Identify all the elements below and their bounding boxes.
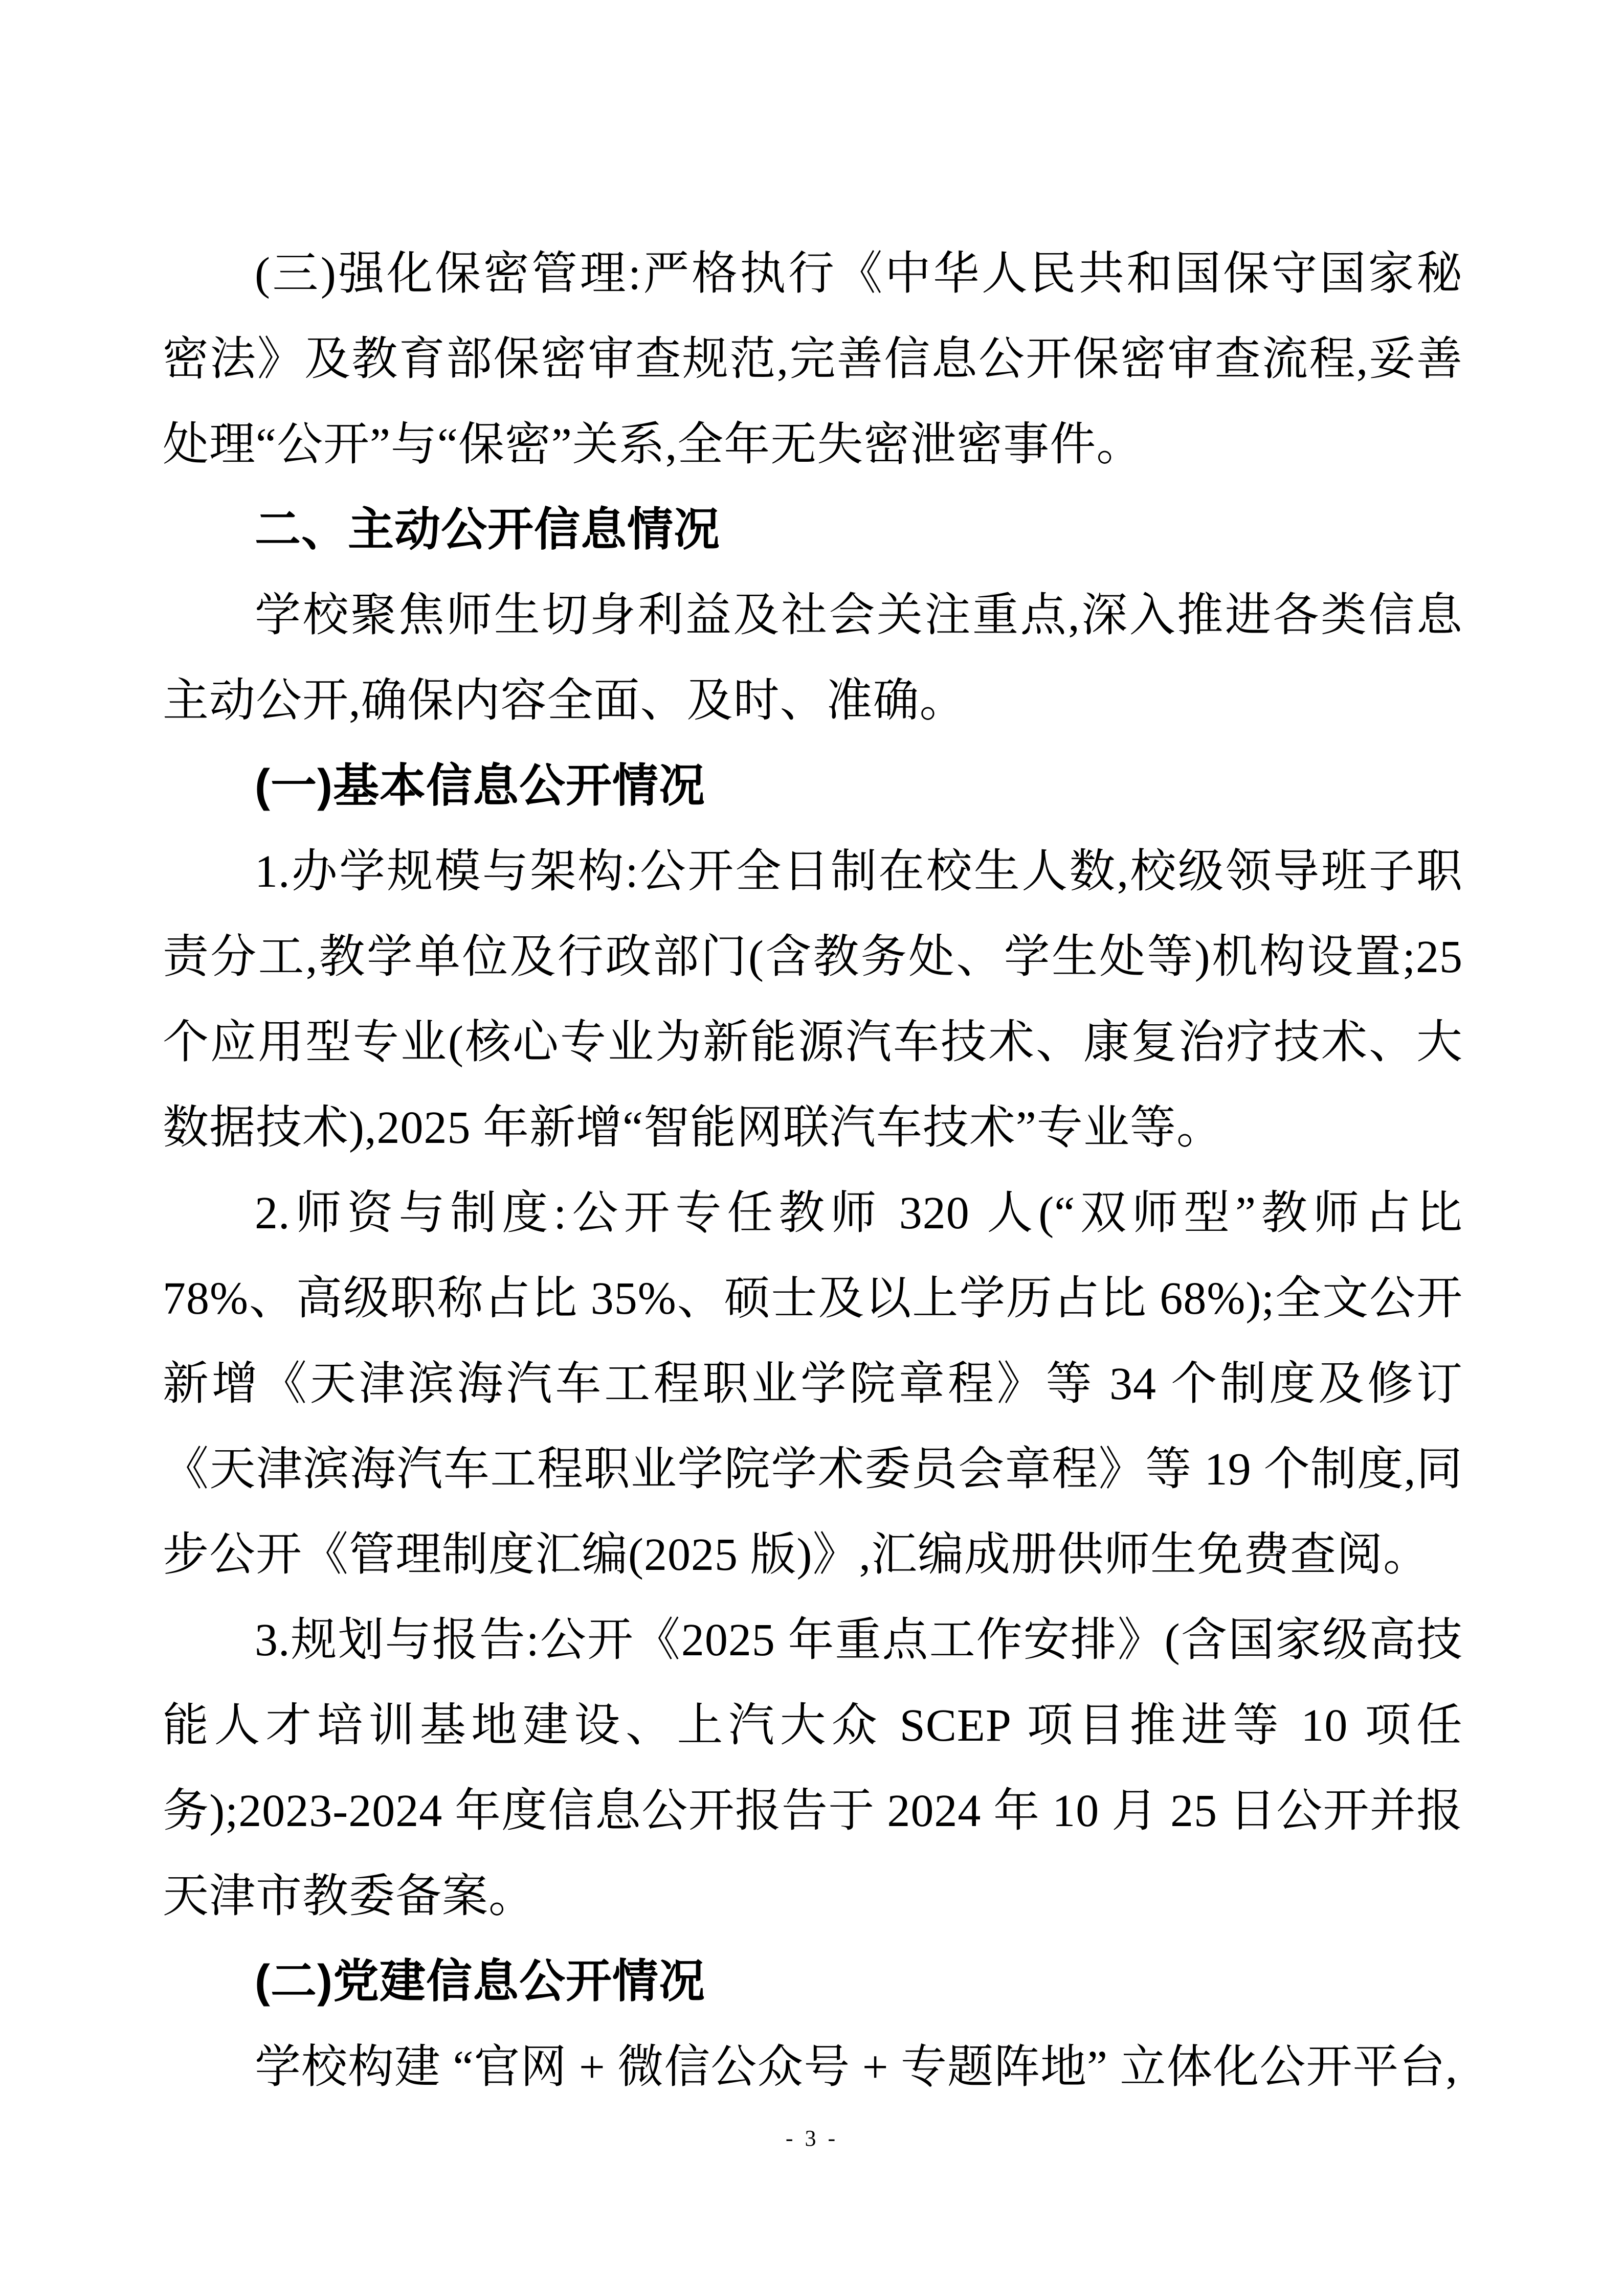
heading-basic-info-disclosure: (一)基本信息公开情况	[255, 760, 705, 812]
paragraph-school-scale-structure: 1.办学规模与架构:公开全日制在校生人数,校级领导班子职责分工,教学单位及行政部门(含教务处、学生处等)机构设置;25 个应用型专业(核心专业为新能源汽车技术、康复治疗技术、大数据技术),2025 年新增“智能网联汽车技术”专业等。	[163, 846, 1463, 1153]
heading-party-info-disclosure: (二)党建信息公开情况	[255, 1956, 705, 2007]
page-number: - 3 -	[785, 2126, 839, 2151]
heading-proactive-disclosure: 二、主动公开信息情况	[255, 504, 720, 555]
paragraph-disclosure-platform: 学校构建 “官网 + 微信公众号 + 专题阵地” 立体化公开平台,	[255, 2042, 1458, 2092]
document-body	[163, 231, 1463, 2110]
paragraph-planning-and-reports: 3.规划与报告:公开《2025 年重点工作安排》(含国家级高技能人才培训基地建设、上汽大众 SCEP 项目推进等 10 项任务);2023-2024 年度信息公开报告于 2024 年 10 月 25 日公开并报天津市教委备案。	[163, 1615, 1463, 1922]
paragraph-confidentiality-management: (三)强化保密管理:严格执行《中华人民共和国保守国家秘密法》及教育部保密审查规范,完善信息公开保密审查流程,妥善处理“公开”与“保密”关系,全年无失密泄密事件。	[163, 249, 1463, 470]
paragraph-disclosure-intro: 学校聚焦师生切身利益及社会关注重点,深入推进各类信息主动公开,确保内容全面、及时、准确。	[163, 590, 1463, 726]
paragraph-faculty-and-rules: 2.师资与制度:公开专任教师 320 人(“双师型”教师占比 78%、高级职称占比 35%、硕士及以上学历占比 68%);全文公开新增《天津滨海汽车工程职业学院章程》等 34 个制度及修订《天津滨海汽车工程职业学院学术委员会章程》等 19 个制度,同步公开《管理制度汇编(2025 版)》,汇编成册供师生免费查阅。	[163, 1188, 1463, 1580]
